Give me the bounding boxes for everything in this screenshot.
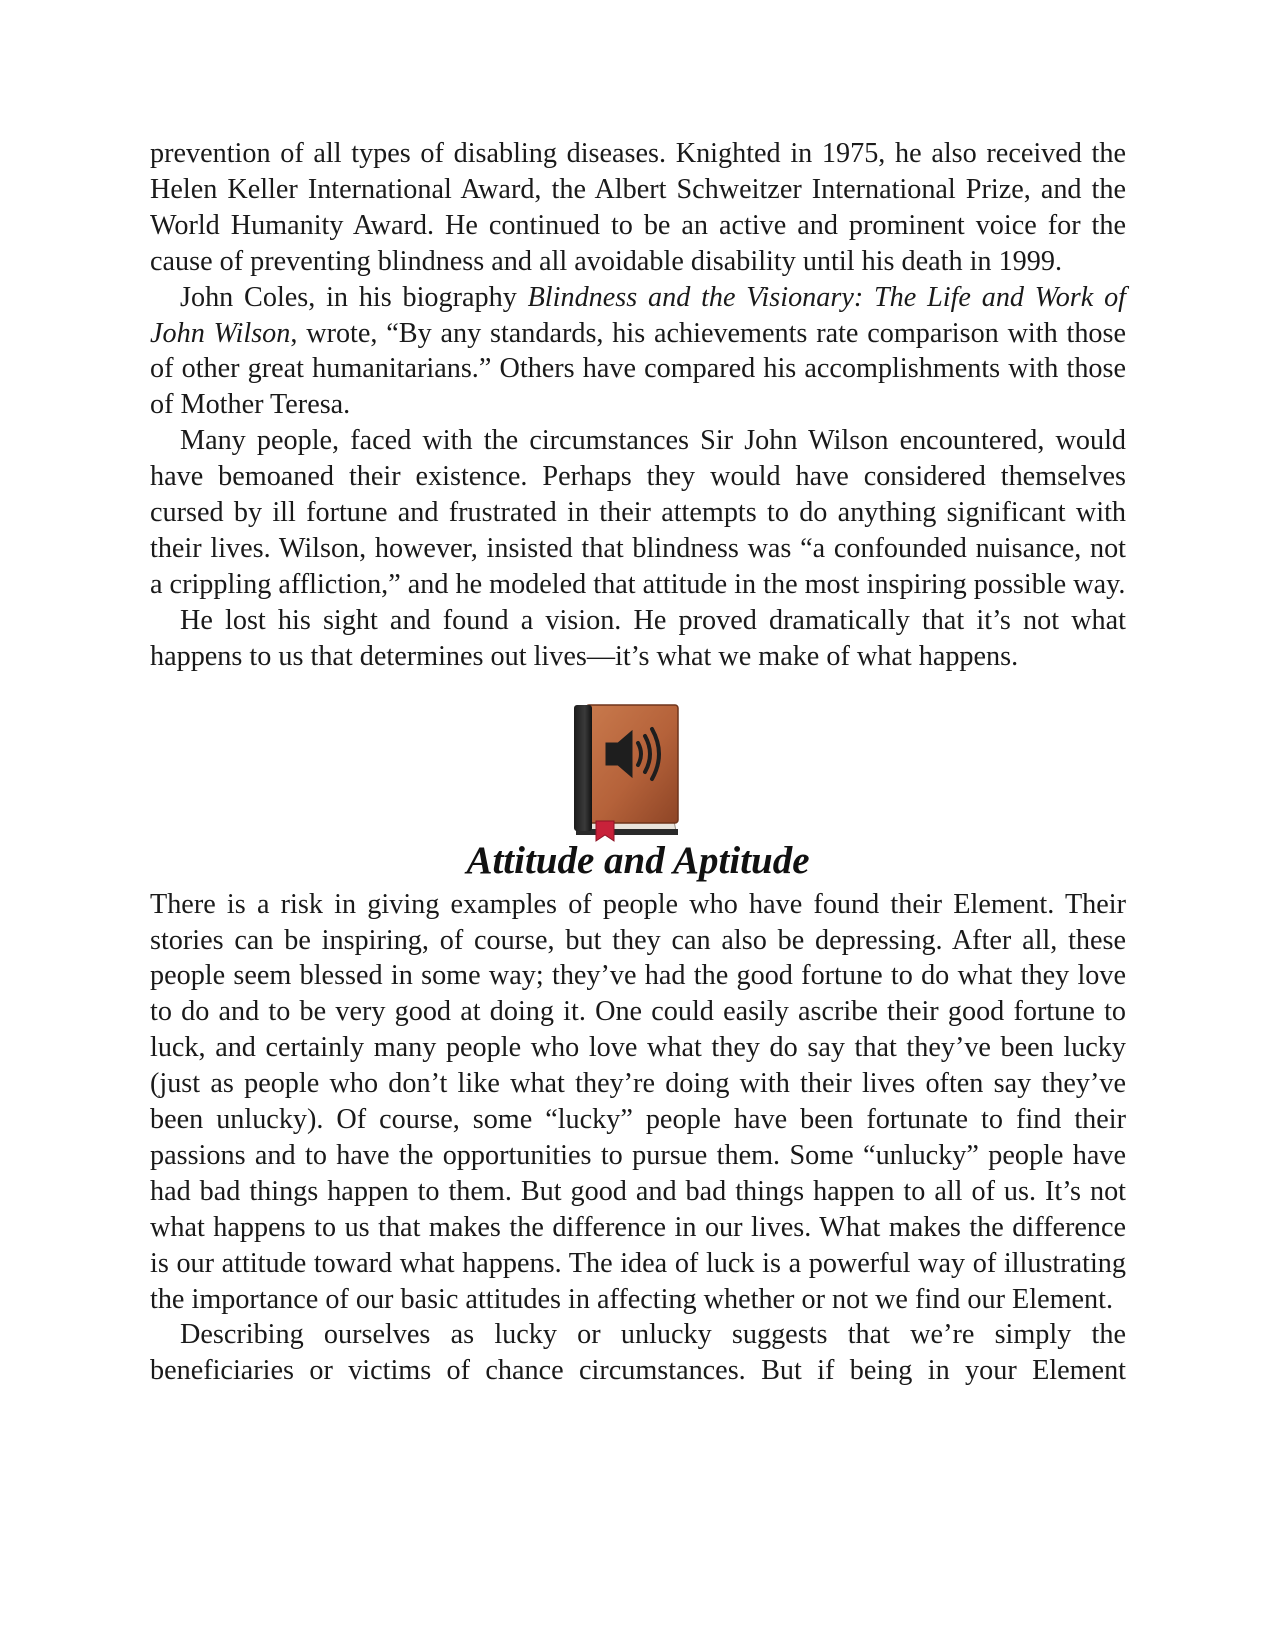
paragraph-risk-examples: There is a risk in giving examples of people who have found their Element. Their stories can be inspiring, of course, but they can also be depressing. After all, these people seem blessed in some way; they’ve had the good fortune to do what they love to do and to be very good at doing it. One could easily ascribe their good fortune to luck, and certainly many people who love what they do say that they’ve been lucky (just as people who don’t like what they’re doing with their lives often say they’ve been unlucky). Of course, some “lucky” people have been fortunate to find their passions and to have the opportunities to pursue them. Some “unlucky” people have had bad things happen to them. But good and bad things happen to all of us. It’s not what happens to us that makes the difference in our lives. What makes the difference is our attitude toward what happens. The idea of luck is a powerful way of illustrating the importance of our basic attitudes in affecting whether or not we find our Element. — [150, 888, 1126, 1315]
page-content — [150, 136, 1126, 1389]
coles-intro-text: John Coles, in his biography — [180, 281, 528, 313]
audiobook-speaker-icon[interactable] — [570, 703, 684, 843]
paragraph-many-people: Many people, faced with the circumstances Sir John Wilson encountered, would have bemoaned their existence. Perhaps they would have considered themselves cursed by ill fortune and frustrated in their attempts to do anything significant with their lives. Wilson, however, insisted that blindness was “a confounded nuisance, not a crippling affliction,” and he modeled that attitude in the most inspiring possible way. — [150, 425, 1126, 600]
paragraph-coles-biography — [150, 280, 1126, 424]
section-heading: Attitude and Aptitude — [466, 838, 810, 882]
paragraph-wilson-awards: prevention of all types of disabling diseases. Knighted in 1975, he also received the Helen Keller International Award, the Albert Schweitzer International Prize, and the World Humanity Award. He continued to be an active and prominent voice for the cause of preventing blindness and all avoidable disability until his death in 1999. — [150, 138, 1126, 277]
paragraph-lost-sight: He lost his sight and found a vision. He proved dramatically that it’s not what happens to us that determines out lives—it’s what we make of what happens. — [150, 604, 1126, 672]
book-spine — [574, 705, 592, 831]
coles-rest-text: , wrote, “By any standards, his achievements rate comparison with those of other great humanitarians.” Others have compared his accomplishments with those of Mother Teresa. — [150, 317, 1126, 421]
bookmark-ribbon — [596, 821, 614, 841]
paragraph-lucky-unlucky: Describing ourselves as lucky or unlucky suggests that we’re simply the beneficiaries or victims of chance circumstances. But if being in your Element — [150, 1319, 1126, 1387]
book-title: Blindness and the Visionary: The Life and Work of John Wilson — [150, 281, 1126, 349]
